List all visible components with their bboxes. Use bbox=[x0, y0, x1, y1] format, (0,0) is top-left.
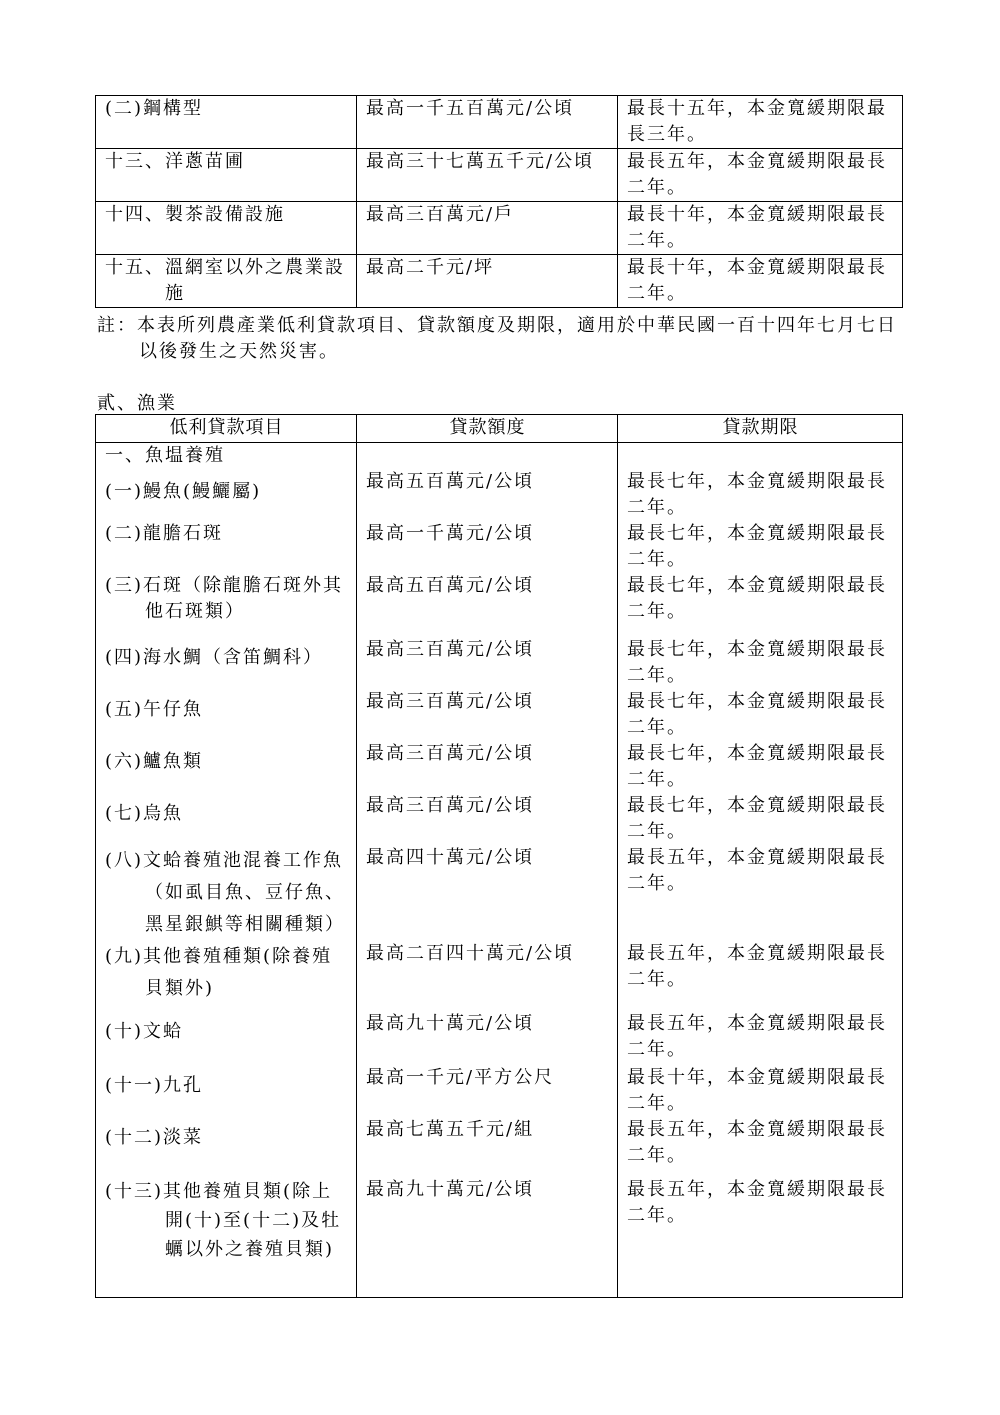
loan-item: (三)石斑（除龍膽石斑外其他石斑類） bbox=[96, 573, 357, 637]
loan-term: 最長五年，本金寬緩期限最長二年。 bbox=[618, 149, 903, 202]
table-row bbox=[96, 1177, 903, 1297]
table-row bbox=[96, 96, 903, 149]
table-row bbox=[96, 521, 903, 573]
loan-amount: 最高七萬五千元/組 bbox=[357, 1117, 618, 1177]
loan-item: 十五、溫網室以外之農業設施 bbox=[96, 255, 357, 308]
loan-amount: 最高三十七萬五千元/公頃 bbox=[357, 149, 618, 202]
empty-cell bbox=[618, 443, 903, 470]
table-row bbox=[96, 941, 903, 1011]
table-row bbox=[96, 845, 903, 941]
loan-item: (七)烏魚 bbox=[96, 793, 357, 845]
note-line-2: 以後發生之天然災害。 bbox=[139, 341, 339, 362]
header-term: 貸款期限 bbox=[618, 415, 903, 443]
loan-amount: 最高三百萬元/公頃 bbox=[357, 689, 618, 741]
empty-cell bbox=[357, 443, 618, 470]
loan-term: 最長七年，本金寬緩期限最長二年。 bbox=[618, 469, 903, 521]
agriculture-loan-table bbox=[95, 95, 903, 308]
loan-term: 最長十年，本金寬緩期限最長二年。 bbox=[618, 255, 903, 308]
group-title: 一、魚塭養殖 bbox=[96, 443, 357, 470]
loan-amount: 最高一千元/平方公尺 bbox=[357, 1065, 618, 1117]
loan-item: (八)文蛤養殖池混養工作魚（如虱目魚、豆仔魚、黑星銀鯕等相關種類） bbox=[96, 845, 357, 941]
loan-term: 最長十年，本金寬緩期限最長二年。 bbox=[618, 202, 903, 255]
loan-item: 十三、洋蔥苗圃 bbox=[96, 149, 357, 202]
table-row bbox=[96, 1117, 903, 1177]
table-row bbox=[96, 469, 903, 521]
table-note bbox=[97, 313, 907, 365]
table-row bbox=[96, 793, 903, 845]
loan-term: 最長七年，本金寬緩期限最長二年。 bbox=[618, 689, 903, 741]
table-row bbox=[96, 689, 903, 741]
loan-item: (五)午仔魚 bbox=[96, 689, 357, 741]
loan-term: 最長五年，本金寬緩期限最長二年。 bbox=[618, 1177, 903, 1297]
loan-item: (六)鱸魚類 bbox=[96, 741, 357, 793]
loan-term: 最長十年，本金寬緩期限最長二年。 bbox=[618, 1065, 903, 1117]
header-item: 低利貸款項目 bbox=[96, 415, 357, 443]
loan-term: 最長七年，本金寬緩期限最長二年。 bbox=[618, 573, 903, 637]
table-row bbox=[96, 443, 903, 470]
loan-item: (二)龍膽石斑 bbox=[96, 521, 357, 573]
loan-term: 最長五年，本金寬緩期限最長二年。 bbox=[618, 1117, 903, 1177]
table-row bbox=[96, 255, 903, 308]
loan-amount: 最高三百萬元/公頃 bbox=[357, 793, 618, 845]
loan-amount: 最高三百萬元/公頃 bbox=[357, 741, 618, 793]
loan-item: (九)其他養殖種類(除養殖貝類外) bbox=[96, 941, 357, 1011]
loan-term: 最長七年，本金寬緩期限最長二年。 bbox=[618, 741, 903, 793]
loan-amount: 最高五百萬元/公頃 bbox=[357, 573, 618, 637]
table-row bbox=[96, 202, 903, 255]
note-line-1: 註：本表所列農產業低利貸款項目、貸款額度及期限，適用於中華民國一百十四年七月七日 bbox=[97, 315, 897, 336]
header-amount: 貸款額度 bbox=[357, 415, 618, 443]
loan-amount: 最高三百萬元/戶 bbox=[357, 202, 618, 255]
table-row bbox=[96, 149, 903, 202]
fishery-loan-table bbox=[95, 414, 903, 1298]
loan-amount: 最高二百四十萬元/公頃 bbox=[357, 941, 618, 1011]
loan-item: (二)鋼構型 bbox=[96, 96, 357, 149]
loan-amount: 最高五百萬元/公頃 bbox=[357, 469, 618, 521]
table-row bbox=[96, 637, 903, 689]
loan-amount: 最高九十萬元/公頃 bbox=[357, 1177, 618, 1297]
loan-term: 最長五年，本金寬緩期限最長二年。 bbox=[618, 845, 903, 941]
loan-amount: 最高一千五百萬元/公頃 bbox=[357, 96, 618, 149]
table-row bbox=[96, 1065, 903, 1117]
loan-term: 最長五年，本金寬緩期限最長二年。 bbox=[618, 1011, 903, 1065]
loan-item: (四)海水鯛（含笛鯛科） bbox=[96, 637, 357, 689]
loan-item: (十三)其他養殖貝類(除上開(十)至(十二)及牡蠣以外之養殖貝類) bbox=[96, 1177, 357, 1297]
loan-amount: 最高二千元/坪 bbox=[357, 255, 618, 308]
section-title: 貳、漁業 bbox=[97, 393, 177, 414]
loan-item: (十)文蛤 bbox=[96, 1011, 357, 1065]
table-header-row bbox=[96, 415, 903, 443]
table-row bbox=[96, 1011, 903, 1065]
loan-amount: 最高四十萬元/公頃 bbox=[357, 845, 618, 941]
loan-item: (十二)淡菜 bbox=[96, 1117, 357, 1177]
loan-item: (十一)九孔 bbox=[96, 1065, 357, 1117]
table-row bbox=[96, 741, 903, 793]
loan-term: 最長十五年，本金寬緩期限最長三年。 bbox=[618, 96, 903, 149]
loan-item: 十四、製茶設備設施 bbox=[96, 202, 357, 255]
loan-amount: 最高一千萬元/公頃 bbox=[357, 521, 618, 573]
loan-amount: 最高九十萬元/公頃 bbox=[357, 1011, 618, 1065]
loan-term: 最長七年，本金寬緩期限最長二年。 bbox=[618, 637, 903, 689]
loan-term: 最長五年，本金寬緩期限最長二年。 bbox=[618, 941, 903, 1011]
loan-amount: 最高三百萬元/公頃 bbox=[357, 637, 618, 689]
loan-term: 最長七年，本金寬緩期限最長二年。 bbox=[618, 793, 903, 845]
loan-item: (一)鰻魚(鰻鱺屬) bbox=[96, 469, 357, 521]
loan-term: 最長七年，本金寬緩期限最長二年。 bbox=[618, 521, 903, 573]
table-row bbox=[96, 573, 903, 637]
